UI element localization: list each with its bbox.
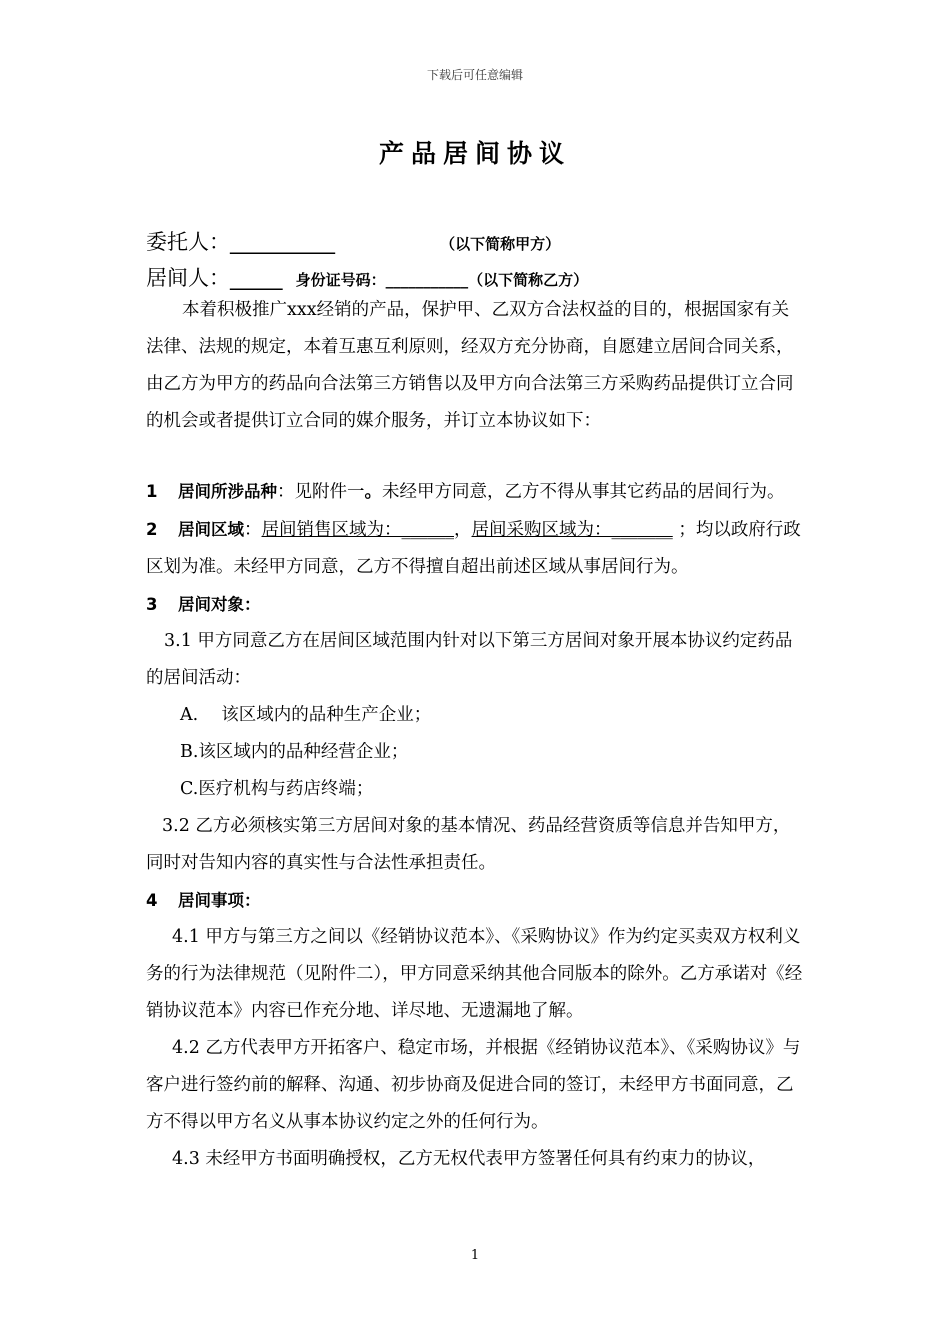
section-1-title: 居间所涉品种 [178, 482, 277, 501]
section-4-number: 4 [146, 891, 158, 910]
clause-3-2: 3.2 乙方必须核实第三方居间对象的基本情况、药品经营资质等信息并告知甲方，同时对告知内容的真实性与合法性承担责任。 [146, 816, 791, 873]
target-c: C.医疗机构与药店终端； [180, 779, 374, 799]
clause-4-2: 4.2 乙方代表甲方开拓客户、稳定市场，并根据《经销协议范本》、《采购协议》与客户进行签约前的解释、沟通、初步协商及促进合同的签订，未经甲方书面同意，乙方不得以甲方名义从事本协议约定之外的任何行为。 [146, 1038, 801, 1132]
clause-4-3: 4.3 未经甲方书面明确授权，乙方无权代表甲方签署任何具有约束力的协议， [172, 1149, 766, 1169]
section-2-number: 2 [146, 520, 158, 539]
clause-3-1: 3.1 甲方同意乙方在居间区域范围内针对以下第三方居间对象开展本协议约定药品的居间活动： [146, 631, 793, 688]
broker-blank: _____ [230, 266, 283, 290]
page-number: 1 [470, 1248, 480, 1263]
section-2-text: ；均以政府行政区划为准。未经甲方同意，乙方不得擅自超出前述区域从事居间行为。 [146, 520, 801, 577]
section-1 [146, 473, 806, 511]
target-b: B.该区域内的品种经营企业； [180, 742, 409, 762]
header-note: 下载后可任意编辑 [426, 68, 523, 82]
section-4-title: 居间事项： [178, 891, 261, 910]
broker-line [146, 262, 588, 292]
section-3-number: 3 [146, 595, 158, 614]
section-1-text2: 未经甲方同意，乙方不得从事其它药品的居间行为。 [382, 482, 785, 502]
client-line [146, 226, 560, 256]
client-note: （以下简称甲方） [440, 235, 561, 253]
agreement-body [146, 292, 806, 1178]
section-4-heading [146, 882, 806, 919]
section-1-dot: 。 [364, 482, 382, 502]
intro-paragraph: 本着积极推广xxx经销的产品，保护甲、乙双方合法权益的目的，根据国家有关法律、法规的规定，本着互惠互利原则，经双方充分协商，自愿建立居间合同关系，由乙方为甲方的药品向合法第三方销售以及甲方向合法第三方采购药品提供订立合同的机会或者提供订立合同的媒介服务，并订立本协议如下： [146, 300, 794, 431]
document-title: 产品居间协议 [378, 139, 571, 168]
clause-4-1: 4.1 甲方与第三方之间以《经销协议范本》、《采购协议》作为约定买卖双方权利义务的行为法律规范（见附件二），甲方同意采纳其他合同版本的除外。乙方承诺对《经销协议范本》内容已作充分地、详尽地、无遗漏地了解。 [146, 927, 803, 1021]
section-2-comma: ， [454, 520, 472, 540]
section-3-heading [146, 586, 806, 623]
purchase-region-field: 居间采购区域为：_______ [471, 520, 673, 540]
section-2 [146, 511, 806, 586]
section-1-number: 1 [146, 482, 158, 501]
client-label: 委托人： [146, 230, 230, 254]
target-a: A. 该区域内的品种生产企业； [180, 705, 432, 725]
sales-region-field: 居间销售区域为：______ [261, 520, 454, 540]
broker-note: （以下简称乙方） [468, 271, 589, 289]
section-2-title: 居间区域 [178, 520, 244, 539]
section-2-colon: ： [244, 520, 262, 540]
section-3-title: 居间对象： [178, 595, 261, 614]
id-label: 身份证号码： [295, 271, 386, 289]
broker-label: 居间人： [146, 266, 230, 290]
section-1-text1: ：见附件一 [277, 482, 365, 502]
client-blank: __________ [230, 230, 335, 254]
id-blank: ___________ [385, 271, 469, 289]
